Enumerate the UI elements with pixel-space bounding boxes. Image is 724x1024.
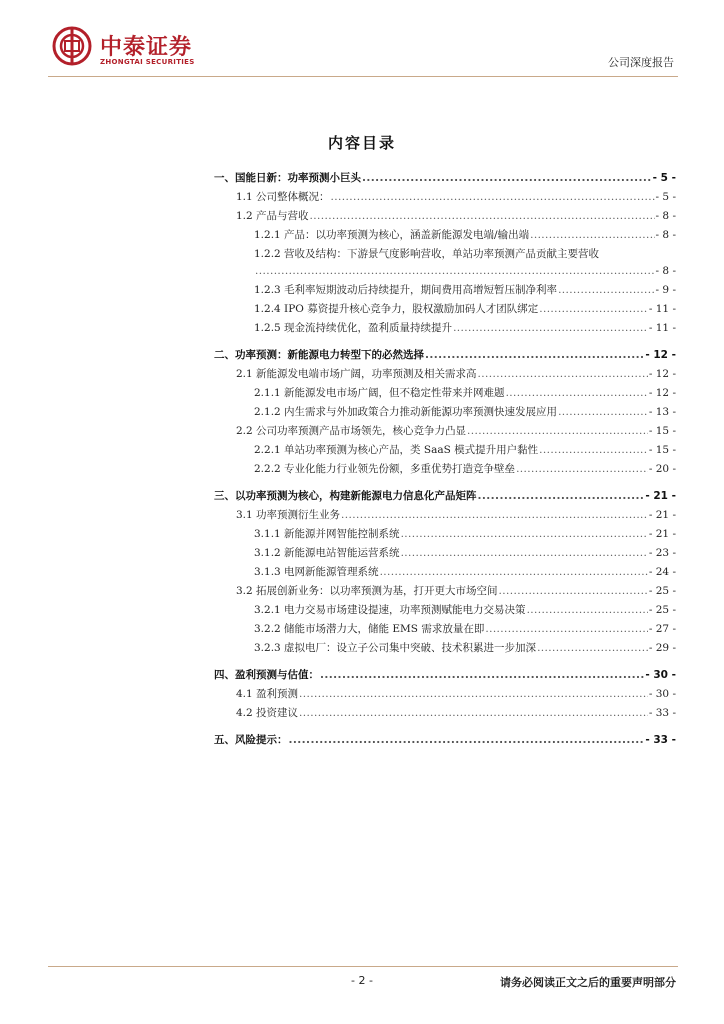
toc-entry[interactable] — [214, 688, 676, 701]
toc-page-number: - 9 - — [655, 284, 676, 296]
toc-entry-label: 四、盈利预测与估值： — [214, 669, 319, 681]
toc-leader-dots — [310, 210, 655, 223]
toc-entry[interactable] — [214, 509, 676, 522]
toc-entry-label: 2.2 公司功率预测产品市场领先，核心竞争力凸显 — [236, 425, 467, 437]
toc-page-number: - 30 - — [645, 669, 676, 681]
toc-leader-dots — [362, 172, 652, 185]
toc-leader-dots — [558, 406, 648, 419]
toc-entry[interactable] — [214, 322, 676, 335]
toc-entry[interactable] — [214, 528, 676, 541]
toc-entry-label: 3.2.2 储能市场潜力大，储能 EMS 需求放量在即 — [254, 623, 485, 635]
brand-name-cn: 中泰证券 — [100, 35, 193, 60]
toc-leader-dots — [289, 734, 645, 747]
toc-entry[interactable] — [214, 191, 676, 204]
toc-entry[interactable] — [214, 425, 676, 438]
toc-page-number: - 27 - — [648, 623, 676, 635]
toc-page-number: - 13 - — [648, 406, 676, 418]
toc-entry-label: 3.2.3 虚拟电厂：设立子公司集中突破、技术积累进一步加深 — [254, 642, 537, 654]
toc-leader-dots — [537, 642, 648, 655]
toc-entry-label: 4.1 盈利预测 — [236, 688, 299, 700]
toc-entry-label: 1.1 公司整体概况： — [236, 191, 330, 203]
toc-leader-dots — [506, 387, 648, 400]
toc-entry[interactable] — [214, 547, 676, 560]
toc-page-number: - 33 - — [645, 734, 676, 746]
toc-page-number: - 30 - — [648, 688, 676, 700]
toc-page-number: - 8 - — [655, 265, 676, 277]
toc-entry-label: 2.1 新能源发电端市场广阔，功率预测及相关需求高 — [236, 368, 477, 380]
toc-entry-label: 1.2.1 产品：以功率预测为核心，涵盖新能源发电端/输出端 — [254, 229, 530, 241]
toc-page-number: - 21 - — [648, 509, 676, 521]
toc-entry[interactable] — [214, 387, 676, 400]
toc-page-number: - 11 - — [648, 303, 676, 315]
toc-page-number: - 24 - — [648, 566, 676, 578]
toc-page-number: - 5 - — [655, 191, 676, 203]
toc-entry[interactable] — [214, 734, 676, 747]
toc-page-number: - 11 - — [648, 322, 676, 334]
table-of-contents — [214, 166, 676, 747]
toc-leader-dots — [453, 322, 648, 335]
toc-entry[interactable]: 1.2.2 营收及结构：下游景气度影响营收，单站功率预测产品贡献主要营收 — [254, 248, 600, 260]
toc-entry-label: 二、功率预测：新能源电力转型下的必然选择 — [214, 349, 424, 361]
toc-leader-dots — [558, 284, 654, 297]
toc-leader-dots — [516, 463, 648, 476]
toc-entry[interactable] — [214, 406, 676, 419]
toc-page-number: - 20 - — [648, 463, 676, 475]
toc-entry-label: 1.2.5 现金流持续优化，盈利质量持续提升 — [254, 322, 453, 334]
toc-entry[interactable] — [214, 642, 676, 655]
toc-page-number: - 25 - — [648, 604, 676, 616]
toc-page-number: - 12 - — [648, 368, 676, 380]
toc-page-number: - 15 - — [648, 444, 676, 456]
toc-entry-label: 3.1.1 新能源并网智能控制系统 — [254, 528, 400, 540]
toc-leader-dots — [478, 490, 645, 503]
toc-page-number: - 12 - — [648, 387, 676, 399]
toc-entry-label: 2.1.2 内生需求与外加政策合力推动新能源功率预测快速发展应用 — [254, 406, 558, 418]
toc-entry-label: 2.2.1 单站功率预测为核心产品，类 SaaS 模式提升用户黏性 — [254, 444, 539, 456]
toc-entry-label: 2.1.1 新能源发电市场广阔，但不稳定性带来并网难题 — [254, 387, 505, 399]
toc-entry[interactable] — [214, 210, 676, 223]
toc-entry[interactable] — [214, 604, 676, 617]
toc-entry[interactable] — [214, 172, 676, 185]
toc-entry[interactable] — [214, 623, 676, 636]
toc-page-number: - 33 - — [648, 707, 676, 719]
footer-disclaimer: 请务必阅读正文之后的重要声明部分 — [500, 976, 676, 989]
toc-leader-dots — [299, 707, 648, 720]
toc-page-number: - 8 - — [655, 210, 676, 222]
toc-entry[interactable] — [214, 490, 676, 503]
toc-entry-label: 一、国能日新：功率预测小巨头 — [214, 172, 361, 184]
toc-leader-dots — [478, 368, 648, 381]
footer-divider — [48, 966, 678, 967]
toc-entry-label: 1.2.3 毛利率短期波动后持续提升，期间费用高增短暂压制净利率 — [254, 284, 558, 296]
toc-leader-dots — [530, 229, 654, 242]
toc-title: 内容目录 — [327, 134, 396, 152]
toc-leader-dots — [331, 191, 655, 204]
toc-entry-continuation[interactable] — [214, 265, 676, 278]
toc-entry[interactable] — [214, 368, 676, 381]
toc-leader-dots — [299, 688, 648, 701]
toc-leader-dots — [539, 444, 648, 457]
toc-entry[interactable] — [214, 303, 676, 316]
toc-page-number: - 21 - — [648, 528, 676, 540]
toc-entry-label: 4.2 投资建议 — [236, 707, 299, 719]
toc-leader-dots — [527, 604, 648, 617]
toc-entry[interactable] — [214, 444, 676, 457]
toc-entry[interactable] — [214, 585, 676, 598]
toc-entry-label: 3.2 拓展创新业务：以功率预测为基，打开更大市场空间 — [236, 585, 498, 597]
toc-entry-label: 2.2.2 专业化能力行业领先份额，多重优势打造竞争壁垒 — [254, 463, 516, 475]
toc-entry-label: 3.2.1 电力交易市场建设提速，功率预测赋能电力交易决策 — [254, 604, 526, 616]
toc-entry[interactable] — [214, 229, 676, 242]
toc-entry[interactable] — [214, 284, 676, 297]
page-header — [48, 24, 678, 77]
toc-entry[interactable] — [214, 669, 676, 682]
toc-entry[interactable] — [214, 566, 676, 579]
toc-leader-dots — [485, 623, 648, 636]
toc-page-number: - 5 - — [652, 172, 676, 184]
report-type-label: 公司深度报告 — [608, 56, 674, 69]
toc-page-number: - 23 - — [648, 547, 676, 559]
toc-page-number: - 8 - — [655, 229, 676, 241]
toc-leader-dots — [467, 425, 648, 438]
toc-entry-label: 1.2.4 IPO 募资提升核心竞争力，股权激励加码人才团队绑定 — [254, 303, 539, 315]
toc-entry[interactable] — [214, 349, 676, 362]
toc-leader-dots — [401, 547, 648, 560]
toc-leader-dots — [320, 669, 644, 682]
toc-page-number: - 29 - — [648, 642, 676, 654]
toc-page-number: - 21 - — [645, 490, 676, 502]
page-number: - 2 - — [351, 974, 373, 987]
zhongtai-logo-icon — [52, 26, 92, 66]
toc-entry-label: 1.2 产品与营收 — [236, 210, 309, 222]
toc-entry-label: 3.1 功率预测衍生业务 — [236, 509, 341, 521]
toc-leader-dots — [425, 349, 644, 362]
toc-leader-dots — [401, 528, 648, 541]
toc-page-number: - 15 - — [648, 425, 676, 437]
toc-page-number: - 12 - — [645, 349, 676, 361]
toc-page-number: - 25 - — [648, 585, 676, 597]
brand-name-en: ZHONGTAI SECURITIES — [100, 58, 195, 66]
toc-leader-dots — [499, 585, 648, 598]
toc-leader-dots — [255, 265, 655, 278]
toc-entry-label: 3.1.3 电网新能源管理系统 — [254, 566, 379, 578]
toc-entry-label: 五、风险提示： — [214, 734, 288, 746]
toc-leader-dots — [380, 566, 648, 579]
toc-entry[interactable] — [214, 463, 676, 476]
toc-leader-dots — [341, 509, 648, 522]
toc-entry-label: 3.1.2 新能源电站智能运营系统 — [254, 547, 400, 559]
toc-entry-label: 三、以功率预测为核心，构建新能源电力信息化产品矩阵 — [214, 490, 477, 502]
toc-leader-dots — [539, 303, 648, 316]
toc-entry[interactable] — [214, 707, 676, 720]
